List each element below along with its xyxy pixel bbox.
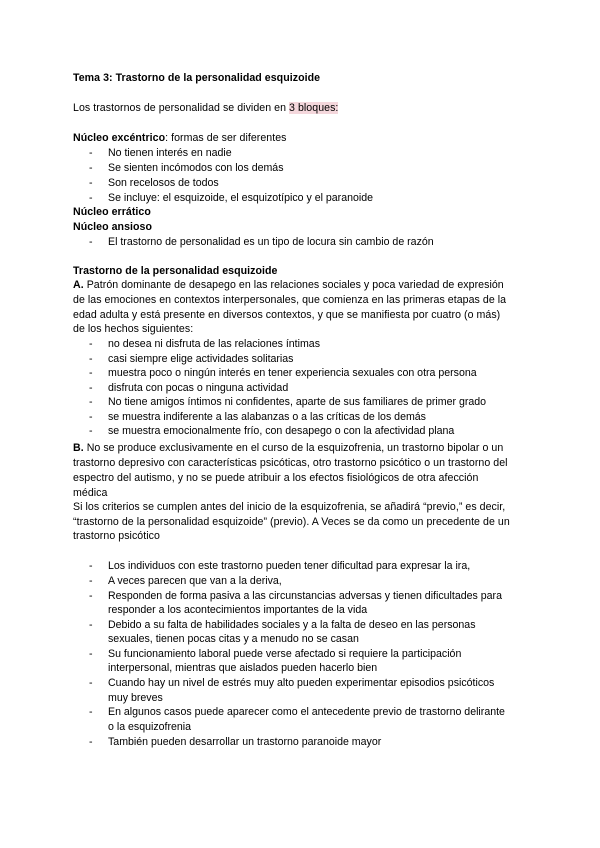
list-item: no desea ni disfruta de las relaciones íntimas (108, 338, 320, 350)
bullet-dash: - (89, 177, 93, 189)
criterion-b-line: Si los criterios se cumplen antes del inicio de la esquizofrenia, se añadirá “previo,” es decir, (73, 501, 506, 513)
section-title: Trastorno de la personalidad esquizoide (73, 265, 278, 277)
note-item: También pueden desarrollar un trastorno paranoide mayor (108, 736, 382, 748)
highlighted-text: 3 bloques: (289, 102, 339, 114)
criterion-b-text: No se produce exclusivamente en el curso de la esquizofrenia, un trastorno bipolar o un (83, 442, 504, 454)
intro-line (73, 101, 338, 115)
nucleus-excentrico-heading: Núcleo excéntrico (73, 132, 166, 144)
bullet-dash: - (89, 382, 93, 394)
bullet-dash: - (89, 619, 93, 631)
list-item: Se sienten incómodos con los demás (108, 162, 284, 174)
bullet-dash: - (89, 736, 93, 748)
bullet-dash: - (89, 338, 93, 350)
note-item-continued: o la esquizofrenia (108, 721, 192, 733)
intro-text: Los trastornos de personalidad se dividen en (73, 102, 290, 114)
note-item-continued: interpersonal, mientras que aislados pueden hacerlo bien (108, 662, 378, 674)
list-item: El trastorno de personalidad es un tipo de locura sin cambio de razón (108, 236, 434, 248)
list-item: muestra poco o ningún interés en tener experiencia sexuales con otra persona (108, 367, 477, 379)
bullet-dash: - (89, 236, 93, 248)
criterion-a-line: de las emociones en contextos interpersonales, que comienza en las primeras etapas de la (73, 294, 507, 306)
bullet-dash: - (89, 706, 93, 718)
note-item-continued: responder a los acontecimientos importantes de la vida (108, 604, 368, 616)
bullet-dash: - (89, 192, 93, 204)
note-item-continued: muy breves (108, 692, 163, 704)
list-item: disfruta con pocas o ninguna actividad (108, 382, 289, 394)
bullet-dash: - (89, 575, 93, 587)
note-item: Debido a su falta de habilidades sociales y a la falta de deseo en las personas (108, 619, 476, 631)
nucleus-erratico-heading: Núcleo errático (73, 206, 151, 218)
list-item: se muestra indiferente a las alabanzas o a las críticas de los demás (108, 411, 426, 423)
list-item: Se incluye: el esquizoide, el esquizotípico y el paranoide (108, 192, 374, 204)
nucleus-excentrico (73, 131, 287, 145)
criterion-a-line (73, 278, 504, 292)
bullet-dash: - (89, 396, 93, 408)
criterion-a-text: Patrón dominante de desapego en las relaciones sociales y poca variedad de expresión (83, 279, 504, 291)
criterion-a-line: de los hechos siguientes: (73, 323, 194, 335)
note-item: Responden de forma pasiva a las circunstancias adversas y tienen dificultades para (108, 590, 502, 602)
nucleus-ansioso-heading: Núcleo ansioso (73, 221, 152, 233)
list-item: Son recelosos de todos (108, 177, 219, 189)
criterion-a-label: A. (73, 279, 84, 291)
list-item: casi siempre elige actividades solitarias (108, 353, 294, 365)
note-item: Los individuos con este trastorno pueden tener dificultad para expresar la ira, (108, 560, 471, 572)
criterion-a-line: edad adulta y está presente en diversos contextos, y que se manifiesta por cuatro (o más) (73, 309, 501, 321)
criterion-b-line: trastorno psicótico (73, 530, 160, 542)
criterion-b-line: trastorno depresivo con características psicóticas, otro trastorno psicótico o un trastorno del (73, 457, 508, 469)
criterion-b-line: espectro del autismo, y no se puede atribuir a los efectos fisiológicos de otra afección (73, 472, 479, 484)
document-title: Tema 3: Trastorno de la personalidad esquizoide (73, 72, 321, 84)
bullet-dash: - (89, 648, 93, 660)
bullet-dash: - (89, 677, 93, 689)
note-item: En algunos casos puede aparecer como el antecedente previo de trastorno delirante (108, 706, 505, 718)
bullet-dash: - (89, 147, 93, 159)
note-item: A veces parecen que van a la deriva, (108, 575, 282, 587)
bullet-dash: - (89, 590, 93, 602)
list-item: No tiene amigos íntimos ni confidentes, aparte de sus familiares de primer grado (108, 396, 487, 408)
bullet-dash: - (89, 162, 93, 174)
criterion-b-line (73, 441, 503, 455)
bullet-dash: - (89, 425, 93, 437)
list-item: se muestra emocionalmente frío, con desapego o con la afectividad plana (108, 425, 455, 437)
note-item-continued: sexuales, tienen pocas citas y a menudo no se casan (108, 633, 359, 645)
bullet-dash: - (89, 353, 93, 365)
criterion-b-line: “trastorno de la personalidad esquizoide” (previo). A Veces se da como un precedente de un (73, 516, 510, 528)
note-item: Su funcionamiento laboral puede verse afectado si requiere la participación (108, 648, 462, 660)
criterion-b-line: médica (73, 487, 108, 499)
bullet-dash: - (89, 560, 93, 572)
nucleus-excentrico-desc: : formas de ser diferentes (165, 132, 287, 144)
bullet-dash: - (89, 367, 93, 379)
list-item: No tienen interés en nadie (108, 147, 232, 159)
bullet-dash: - (89, 411, 93, 423)
note-item: Cuando hay un nivel de estrés muy alto pueden experimentar episodios psicóticos (108, 677, 495, 689)
criterion-b-label: B. (73, 442, 84, 454)
